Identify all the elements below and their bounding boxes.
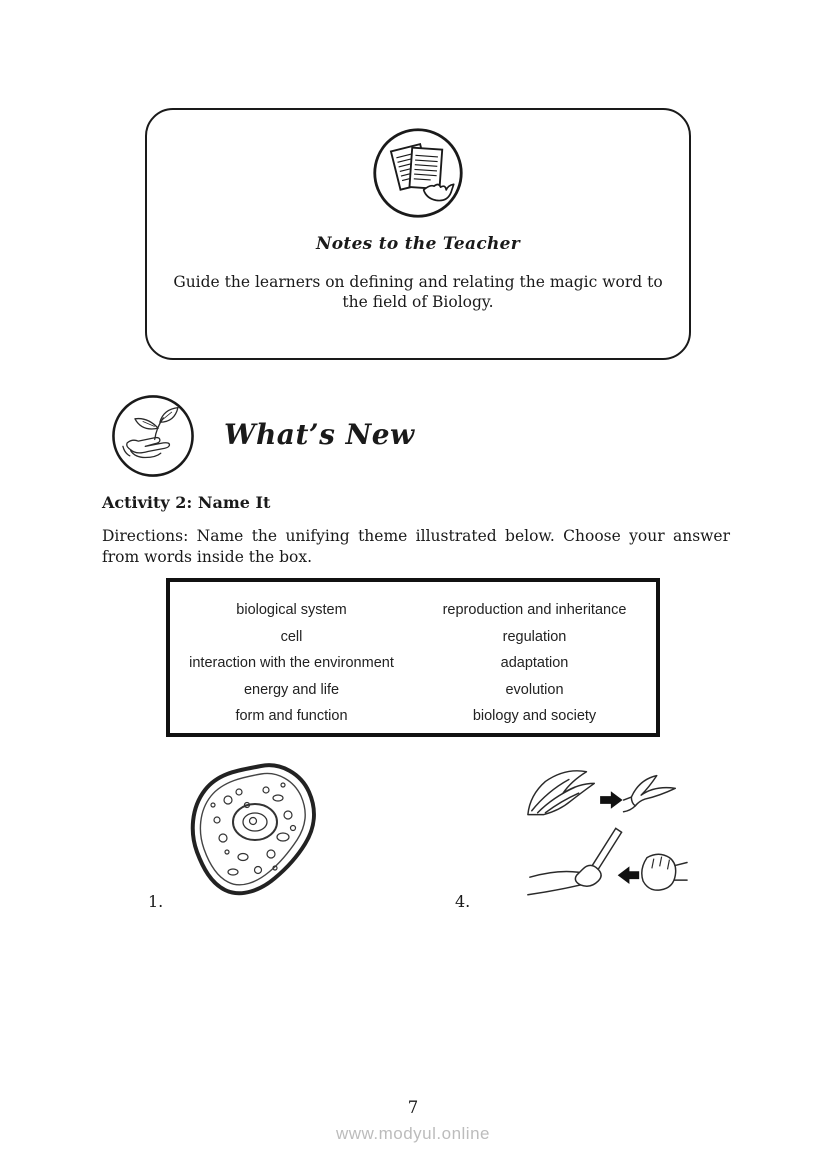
figure-cell — [183, 760, 333, 908]
notes-to-teacher-box — [145, 108, 691, 360]
cell-illustration — [183, 760, 333, 908]
activity-title: Activity 2: Name It — [102, 493, 271, 512]
word-option: cell — [280, 628, 303, 645]
wing-arm-illustration — [522, 766, 688, 918]
notes-papers-icon — [371, 126, 465, 220]
word-option: energy and life — [243, 681, 340, 698]
word-option: regulation — [502, 628, 567, 645]
word-option: interaction with the environment — [189, 655, 394, 671]
notes-title: Notes to the Teacher — [315, 234, 521, 254]
word-option: form and function — [235, 708, 348, 724]
word-option: evolution — [505, 681, 564, 698]
word-option: adaptation — [500, 655, 569, 671]
figure-4-label: 4. — [455, 892, 471, 911]
word-list-left — [170, 582, 413, 733]
word-option: reproduction and inheritance — [442, 602, 627, 618]
word-option: biological system — [236, 602, 347, 618]
figure-wing-arm — [522, 766, 688, 918]
notes-body-text: Guide the learners on defining and relating the magic word to the field of Biology. — [173, 273, 663, 311]
word-list-right — [413, 582, 656, 733]
answer-word-box — [166, 578, 660, 737]
word-option: biology and society — [472, 708, 597, 724]
figure-1-label: 1. — [148, 892, 164, 911]
whats-new-heading: What’s New — [224, 418, 415, 451]
page-number: 7 — [407, 1098, 419, 1117]
watermark: www.modyul.online — [335, 1124, 490, 1143]
directions-text: Directions: Name the unifying theme illustrated below. Choose your answer from words inside the box. — [102, 527, 730, 566]
hand-holding-leaves-icon — [110, 393, 196, 479]
